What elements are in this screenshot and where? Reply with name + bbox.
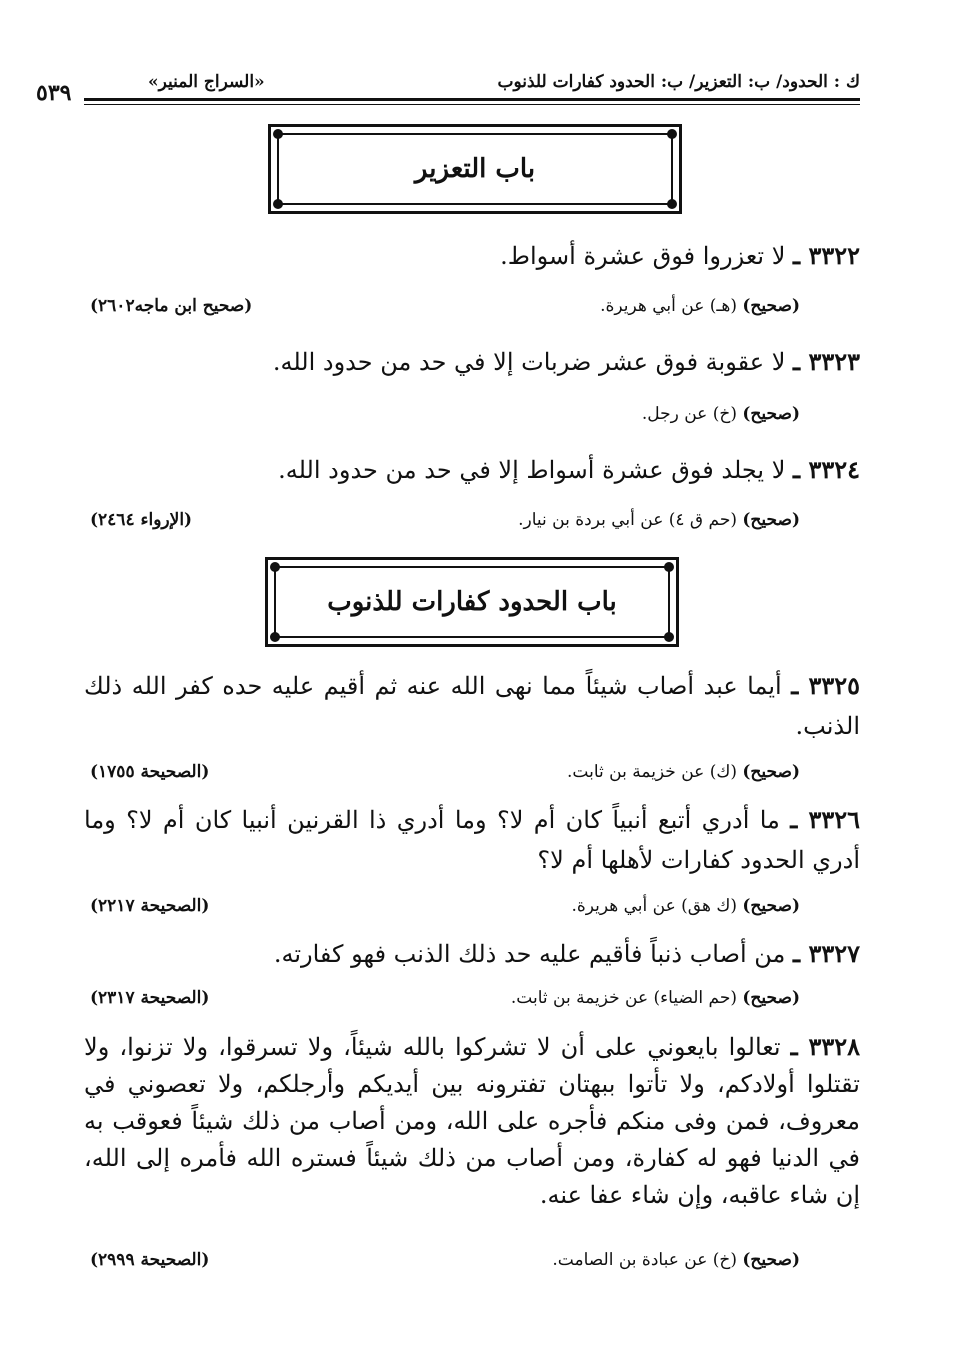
corner-ornament (273, 129, 283, 139)
hadith-source-line (84, 896, 860, 926)
hadith-source-text: (حم الضياء) عن خزيمة بن ثابت. (510, 988, 737, 1008)
hadith-number: ٣٣٢٣ ـ (793, 347, 860, 376)
hadith-reference: (الصحيحة ٢٩٩٩) (90, 1250, 210, 1270)
hadith-entry (84, 342, 860, 382)
hadith-text: لا عقوبة فوق عشر ضربات إلا في حد من حدود الله. (272, 348, 786, 376)
corner-ornament (667, 199, 677, 209)
corner-ornament (667, 129, 677, 139)
corner-ornament (664, 632, 674, 642)
corner-ornament (270, 632, 280, 642)
section-title: باب التعزير (414, 154, 536, 184)
header-chapter-path: ك : الحدود/ ب: التعزير/ ب: الحدود كفارات للذنوب (497, 72, 860, 92)
hadith-entry (84, 800, 860, 880)
hadith-grade: (صحيح) (742, 510, 800, 530)
header-rule-thin (84, 104, 860, 105)
hadith-source (518, 510, 800, 530)
hadith-source-line (84, 988, 860, 1018)
corner-ornament (270, 562, 280, 572)
hadith-number: ٣٣٢٧ ـ (793, 939, 860, 968)
hadith-source-text: (ك هق) عن أبي هريرة. (571, 896, 737, 916)
hadith-source (552, 1250, 800, 1270)
hadith-text: أيما عبد أصاب شيئاً مما نهى الله عنه ثم أقيم عليه حده كفر الله ذلك الذنب. (84, 672, 860, 740)
hadith-entry (84, 450, 860, 490)
hadith-source (567, 762, 800, 782)
hadith-entry (84, 236, 860, 276)
hadith-source-line (84, 1250, 860, 1280)
hadith-text: تعالوا بايعوني على أن لا تشركوا بالله شيئاً، ولا تسرقوا، ولا تزنوا، ولا تقتلوا أولادكم، ولا تأتوا ببهتان تفترونه بين أيديكم وأرجلكم، ولا تعصوني في معروف، فمن وفى منكم فأجره على الله، ومن أصاب من ذلك شيئاً فعوقب به في الدنيا فهو له كفارة، ومن أصاب من ذلك شيئاً فستره الله فأمره إلى الله، إن شاء عاقبه، وإن شاء عفا عنه. (84, 1033, 861, 1209)
hadith-reference: (الصحيحة ٢٣١٧) (90, 988, 210, 1008)
hadith-source-line (84, 510, 860, 540)
section-title: باب الحدود كفارات للذنوب (327, 587, 617, 617)
hadith-grade: (صحيح) (742, 988, 800, 1008)
hadith-reference: (الصحيحة ٢٢١٧) (90, 896, 210, 916)
hadith-source-text: (ك) عن خزيمة بن ثابت. (567, 762, 737, 782)
hadith-entry (84, 666, 860, 746)
hadith-reference: (الصحيحة ١٧٥٥) (90, 762, 210, 782)
hadith-text: من أصاب ذنباً فأقيم عليه حد ذلك الذنب فهو كفارته. (273, 940, 786, 968)
hadith-source-text: (خ) عن رجل. (641, 404, 737, 424)
section-title-box (265, 557, 679, 647)
hadith-source-line (84, 296, 860, 326)
hadith-source (511, 988, 800, 1008)
hadith-reference: (صحيح ابن ماجه٢٦٠٢) (90, 296, 253, 316)
hadith-reference: (الإرواء ٢٤٦٤) (90, 510, 193, 530)
hadith-source-text: (حم ق ٤) عن أبي بردة بن نيار. (518, 510, 737, 530)
hadith-grade: (صحيح) (742, 404, 800, 424)
corner-ornament (664, 562, 674, 572)
hadith-source-line (84, 404, 860, 434)
hadith-number: ٣٣٢٤ ـ (793, 455, 860, 484)
header-rule-thick (84, 98, 860, 101)
corner-ornament (273, 199, 283, 209)
hadith-text: لا يجلد فوق عشرة أسواط إلا في حد من حدود الله. (278, 456, 786, 484)
hadith-entry (84, 934, 860, 974)
hadith-source-line (84, 762, 860, 792)
hadith-source (642, 404, 800, 424)
section-title-box (268, 124, 682, 214)
hadith-source (571, 896, 800, 916)
hadith-entry (84, 1028, 860, 1214)
hadith-source-text: (خ) عن عبادة بن الصامت. (552, 1250, 737, 1270)
hadith-text: ما أدري أتبع أنبياً كان أم لا؟ وما أدري ذا القرنين أنبيا كان أم لا؟ وما أدري الحدود كفارات لأهلها أم لا؟ (84, 806, 860, 874)
running-header (36, 68, 860, 106)
hadith-source (600, 296, 800, 316)
hadith-number: ٣٣٢٢ ـ (793, 241, 860, 270)
hadith-grade: (صحيح) (742, 296, 800, 316)
hadith-grade: (صحيح) (742, 896, 800, 916)
hadith-source-text: (هـ) عن أبي هريرة. (600, 296, 737, 316)
hadith-number: ٣٣٢٥ ـ (791, 671, 860, 700)
hadith-grade: (صحيح) (742, 762, 800, 782)
hadith-number: ٣٣٢٨ ـ (790, 1032, 860, 1061)
page-number: ٥٣٩ (36, 80, 72, 106)
hadith-grade: (صحيح) (742, 1250, 800, 1270)
header-book-title: «السراج المنير» (148, 72, 265, 92)
hadith-number: ٣٣٢٦ ـ (790, 805, 860, 834)
hadith-text: لا تعزروا فوق عشرة أسواط. (500, 242, 786, 270)
